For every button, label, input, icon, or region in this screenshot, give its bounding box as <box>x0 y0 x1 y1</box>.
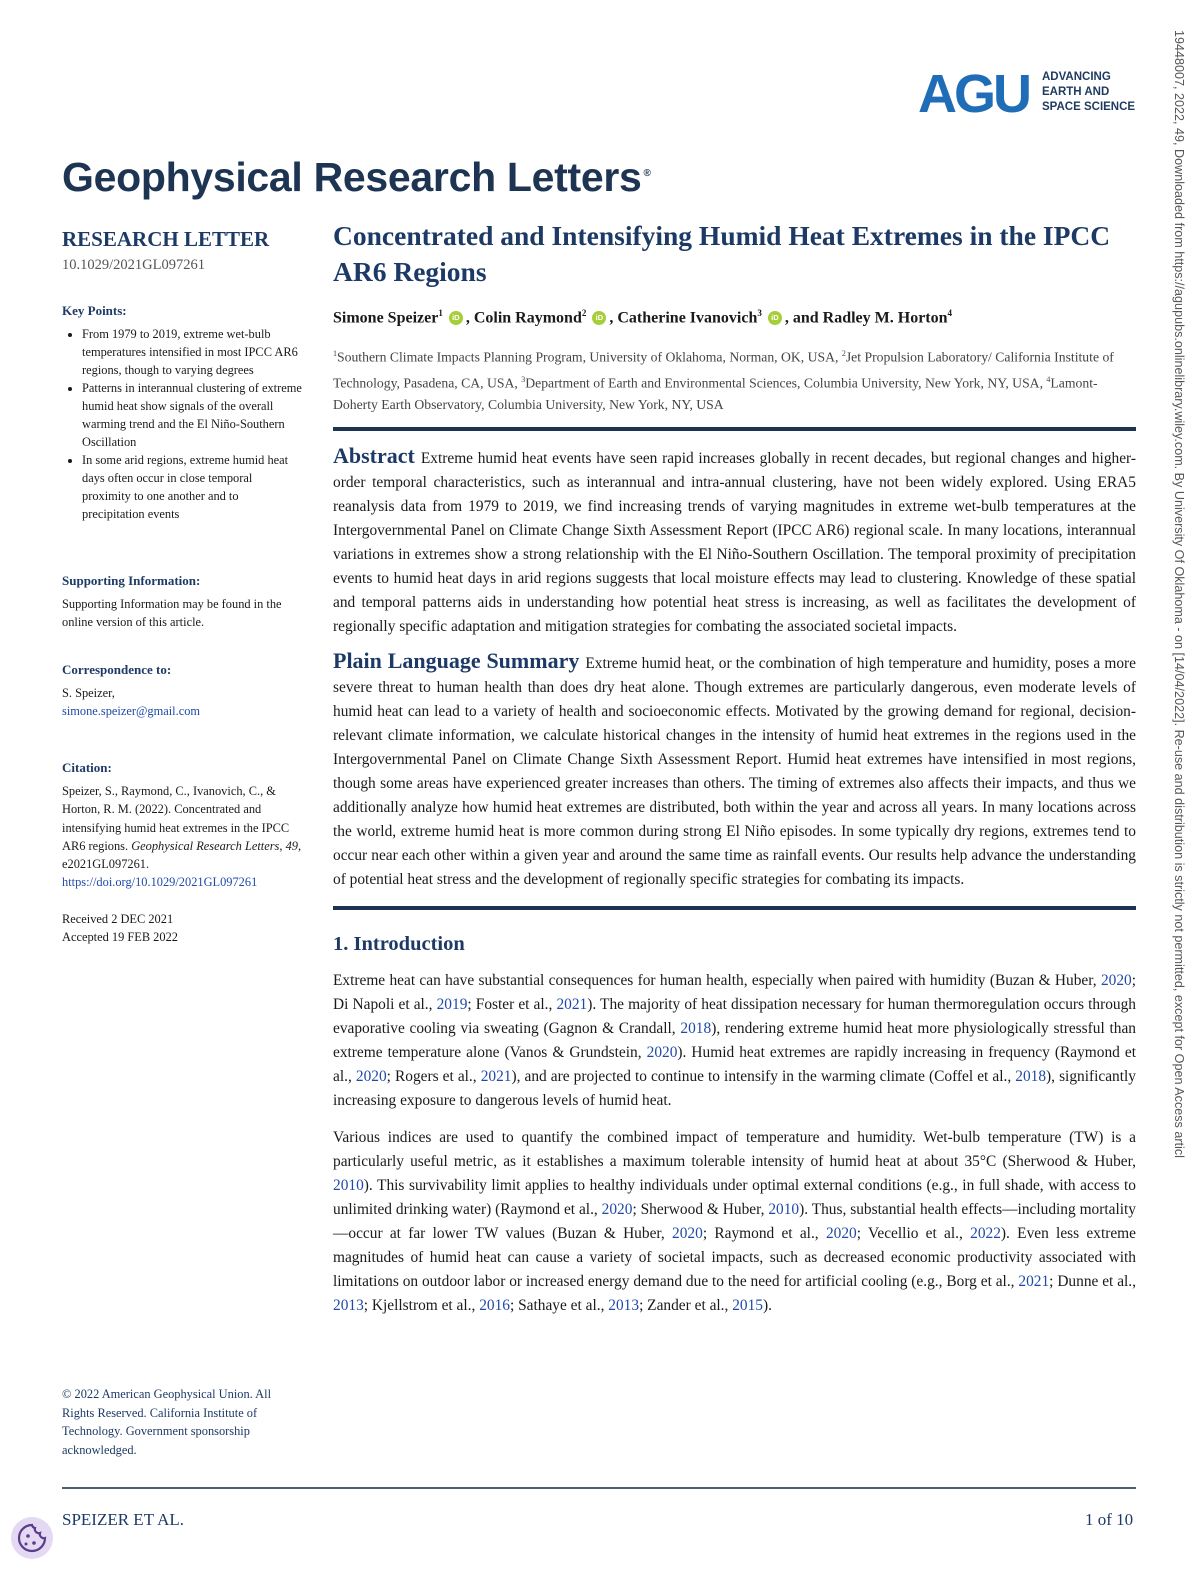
key-point: • Patterns in interannual clustering of extreme humid heat show signals of the overall warming trend and the El Niño-Southern Oscillation <box>82 379 302 451</box>
key-point: • In some arid regions, extreme humid heat days often occur in close temporal proximity to one another and to precipitation events <box>82 451 302 523</box>
citation-separator: , <box>279 838 286 853</box>
received-date: Received 2 DEC 2021 <box>62 912 174 926</box>
citation-year-link[interactable]: 2022 <box>970 1225 1001 1243</box>
author-affiliation-number: 4 <box>947 308 953 318</box>
citation-year-link[interactable]: 2020 <box>672 1225 703 1243</box>
citation-year-link[interactable]: 2010 <box>333 1177 364 1195</box>
key-points-list <box>62 325 302 523</box>
citation-tail: , e2021GL097261. <box>62 838 302 872</box>
author-separator: , <box>609 309 618 327</box>
citation-year-link[interactable]: 2020 <box>601 1201 633 1219</box>
agu-tagline-line: SPACE SCIENCE <box>1042 101 1136 113</box>
paragraph-text: ; Sathaye et al., <box>509 1297 609 1315</box>
supporting-heading: Supporting Information: <box>62 573 201 588</box>
paragraph-text: ; Raymond et al., <box>702 1225 826 1243</box>
supporting-text: Supporting Information may be found in the online version of this article. <box>62 597 282 629</box>
sidebar <box>62 226 302 1457</box>
citation-text: Speizer, S., Raymond, C., Ivanovich, C., & Horton, R. M. (2022). Concentrated and intensifying humid heat extremes in the IPCC AR6 regions. <box>62 784 290 853</box>
citation-heading: Citation: <box>62 760 112 775</box>
page-number: 1 of 10 <box>1085 1510 1134 1529</box>
correspondence <box>62 661 302 720</box>
orcid-icon[interactable]: iD <box>768 311 782 325</box>
orcid-icon[interactable]: iD <box>449 311 463 325</box>
paragraph-text: ; Vecellio et al., <box>856 1225 971 1243</box>
paragraph-text: ), and are projected to continue to intensify in the warming climate (Coffel et al., <box>511 1068 1016 1086</box>
download-notice-text: 19448007, 2022, 49, Downloaded from https://agupubs.onlinelibrary.wiley.com. By University Of Oklahoma - on [14/04/2022]. Re-use and distribution is strictly not permitted, except for Open Access articl <box>1172 30 1186 1158</box>
agu-logo[interactable] <box>918 66 1143 122</box>
author-list <box>333 302 1136 329</box>
citation-year-link[interactable]: 2013 <box>333 1297 364 1315</box>
article-type: RESEARCH LETTER <box>62 227 270 251</box>
article-dates <box>62 910 302 946</box>
paragraph-text: ). Thus, substantial health effects—including mortality—occur at far lower TW values (Buzan & Huber, <box>333 1201 1136 1243</box>
paragraph-text: ; Zander et al., <box>639 1297 733 1315</box>
citation-year-link[interactable]: 2013 <box>608 1297 640 1315</box>
citation-body <box>62 782 302 891</box>
journal-title <box>62 154 651 201</box>
citation-volume: 49 <box>285 838 298 853</box>
abstract <box>333 444 1136 639</box>
supporting-information <box>62 572 302 631</box>
introduction-heading: 1. Introduction <box>333 933 465 956</box>
key-points-heading: Key Points: <box>62 303 127 318</box>
download-notice <box>1168 30 1198 1180</box>
affiliation-number: 1 <box>333 349 337 359</box>
affiliation-number: 4 <box>1046 374 1051 384</box>
pls-text: Extreme humid heat, or the combination of high temperature and humidity, poses a more severe threat to human health than does dry heat alone. Though extremes are particularly dangerous, even moderate levels of humid heat can lead to a variety of health and socioeconomic effects. Motivated by the growing demand for regional, decision-relevant climate information, we calculate historical changes in the intensity of humid heat extremes in the regions used in the Intergovernmental Panel on Climate Change Sixth Assessment Report. Humid heat extremes have intensified in most regions, though some areas have experienced greater increases than others. The timing of extremes also affects their impacts, and thus we additionally analyze how humid heat extremes are distributed, both within the year and across all years. In many locations across the world, extreme humid heat is more common during strong El Niño episodes. In some typically dry regions, extremes tend to occur near each other within a given year and around the same time as rainfall events. Our results help advance the understanding of potential heat stress and the development of regionally specific strategies for combating its impacts. <box>333 655 1136 889</box>
affiliation-text: Lamont-Doherty Earth Observatory, Columbia University, New York, NY, USA <box>333 375 1098 413</box>
affiliation-number: 2 <box>841 349 846 359</box>
paragraph-text: ), significantly increasing exposure to dangerous levels of humid heat. <box>333 1068 1137 1110</box>
key-points <box>62 302 302 523</box>
section-divider <box>333 427 1136 431</box>
copyright-notice: © 2022 American Geophysical Union. All Rights Reserved. California Institute of Technology. Government sponsorship acknowledged. <box>62 1387 272 1457</box>
author-separator: , <box>465 309 474 327</box>
paragraph-text: ; Dunne et al., <box>1049 1273 1136 1291</box>
author-affiliation-number: 3 <box>757 308 762 318</box>
paragraph-text: ; Sherwood & Huber, <box>632 1201 769 1219</box>
footer-divider <box>62 1487 1136 1489</box>
paragraph-text: ). The majority of heat dissipation necessary for human thermoregulation occurs through evaporative cooling via sweating (Gagnon & Crandall, <box>333 996 1136 1038</box>
author-affiliation-number: 1 <box>438 308 443 318</box>
citation-year-link[interactable]: 2020 <box>646 1044 678 1062</box>
paragraph-text: ). Humid heat extremes are rapidly increasing in frequency (Raymond et al., <box>333 1044 1136 1086</box>
introduction-paragraph <box>333 969 1136 1113</box>
citation-year-link[interactable]: 2021 <box>480 1068 512 1086</box>
citation-year-link[interactable]: 2018 <box>680 1020 712 1038</box>
author-name[interactable]: Radley M. Horton <box>822 309 948 327</box>
citation-year-link[interactable]: 2010 <box>768 1201 800 1219</box>
agu-tagline-line: EARTH AND <box>1042 86 1110 98</box>
registered-mark: ® <box>643 168 651 180</box>
paragraph-text: ). <box>763 1297 772 1315</box>
orcid-icon[interactable]: iD <box>592 311 606 325</box>
key-point: • From 1979 to 2019, extreme wet-bulb temperatures intensified in most IPCC AR6 regions, though to varying degrees <box>82 325 302 379</box>
plain-language-summary <box>333 649 1136 892</box>
correspondence-email-link[interactable]: simone.speizer@gmail.com <box>62 704 201 718</box>
correspondence-name: S. Speizer, <box>62 686 115 700</box>
article-doi: 10.1029/2021GL097261 <box>62 257 205 273</box>
paragraph-text: ; Rogers et al., <box>386 1068 481 1086</box>
citation-year-link[interactable]: 2020 <box>825 1225 857 1243</box>
agu-tagline-line: ADVANCING <box>1042 71 1111 83</box>
citation-year-link[interactable]: 2020 <box>1100 972 1132 990</box>
abstract-label: Abstract <box>333 443 415 469</box>
introduction-paragraph <box>333 1126 1136 1318</box>
paragraph-text: ). Even less extreme magnitudes of humid heat can cause a variety of societal impacts, such as decreased economic productivity associated with limitations on outdoor labor or increased energy demand due to the need for artificial cooling (e.g., Borg et al., <box>333 1225 1136 1291</box>
cookie-settings-icon[interactable] <box>10 1516 54 1560</box>
footer-authors: SPEIZER ET AL. <box>62 1510 184 1529</box>
citation-year-link[interactable]: 2019 <box>436 996 468 1014</box>
correspondence-heading: Correspondence to: <box>62 662 172 677</box>
citation-year-link[interactable]: 2020 <box>355 1068 387 1086</box>
author-separator: , and <box>784 309 823 327</box>
affiliations <box>333 343 1136 416</box>
affiliation-text: Southern Climate Impacts Planning Program, University of Oklahoma, Norman, OK, USA, <box>337 349 842 365</box>
paragraph-text: ; Di Napoli et al., <box>333 972 1136 1014</box>
paragraph-text: ; Kjellstrom et al., <box>363 1297 480 1315</box>
abstract-text: Extreme humid heat events have seen rapid increases globally in recent decades, but regional changes and higher-order temporal characteristics, such as interannual and intra-annual clustering, have not been widely explored. Using ERA5 reanalysis data from 1979 to 2019, we find increasing trends of varying magnitudes in extreme wet-bulb temperatures at the Intergovernmental Panel on Climate Change Sixth Assessment Report (IPCC AR6) regional scale. In many locations, interannual variations in extremes show a strong relationship with the El Niño-Southern Oscillation. The temporal proximity of precipitation events to humid heat days in arid regions suggests that local moisture effects may lead to clustering. Knowledge of these spatial and temporal patterns aids in understanding how potential heat stress is increasing, as well as facilitates the development of regionally specific adaptation and mitigation strategies for combating the associated societal impacts. <box>333 450 1136 636</box>
citation-journal: Geophysical Research Letters <box>131 838 280 853</box>
agu-logo-mark: AGU <box>918 64 1029 124</box>
paragraph-text: ; Foster et al., <box>467 996 557 1014</box>
paragraph-text: Extreme heat can have substantial consequences for human health, especially when paired with humidity (Buzan & Huber, <box>333 972 1101 990</box>
citation-year-link[interactable]: 2018 <box>1015 1068 1047 1086</box>
accepted-date: Accepted 19 FEB 2022 <box>62 930 178 944</box>
affiliation-text: Department of Earth and Environmental Sciences, Columbia University, New York, NY, USA, <box>525 375 1047 391</box>
author-name[interactable]: Colin Raymond <box>473 309 582 327</box>
citation-year-link[interactable]: 2015 <box>732 1297 763 1315</box>
pls-label: Plain Language Summary <box>333 648 580 674</box>
paper-title: Concentrated and Intensifying Humid Heat Extremes in the IPCC AR6 Regions <box>333 220 1111 287</box>
affiliation-number: 3 <box>521 374 526 384</box>
affiliation-text: Jet Propulsion Laboratory/ California Institute of Technology, Pasadena, CA, USA, <box>333 349 1114 391</box>
agu-tagline <box>1042 70 1152 115</box>
paragraph-text: ). This survivability limit applies to healthy individuals under optimal external conditions (e.g., in full shade, with access to unlimited drinking water) (Raymond et al., <box>333 1177 1136 1219</box>
main-column <box>333 218 1136 1318</box>
citation-year-link[interactable]: 2021 <box>1018 1273 1050 1291</box>
citation-year-link[interactable]: 2021 <box>556 996 588 1014</box>
journal-title-text: Geophysical Research Letters <box>62 154 642 200</box>
author-affiliation-number: 2 <box>581 308 587 318</box>
paragraph-text: ), rendering extreme humid heat more physiologically stressful than extreme temperature alone (Vanos & Grundstein, <box>333 1020 1136 1062</box>
citation <box>62 759 302 891</box>
author-name[interactable]: Simone Speizer <box>333 309 439 327</box>
citation-doi-link[interactable]: https://doi.org/10.1029/2021GL097261 <box>62 875 258 890</box>
paragraph-text: Various indices are used to quantify the combined impact of temperature and humidity. Wet-bulb temperature (TW) is a particularly useful metric, as it establishes a maximum tolerable intensity of humid heat at about 35°C (Sherwood & Huber, <box>333 1129 1136 1171</box>
author-name[interactable]: Catherine Ivanovich <box>617 309 758 327</box>
citation-year-link[interactable]: 2016 <box>479 1297 510 1315</box>
section-divider <box>333 906 1136 910</box>
